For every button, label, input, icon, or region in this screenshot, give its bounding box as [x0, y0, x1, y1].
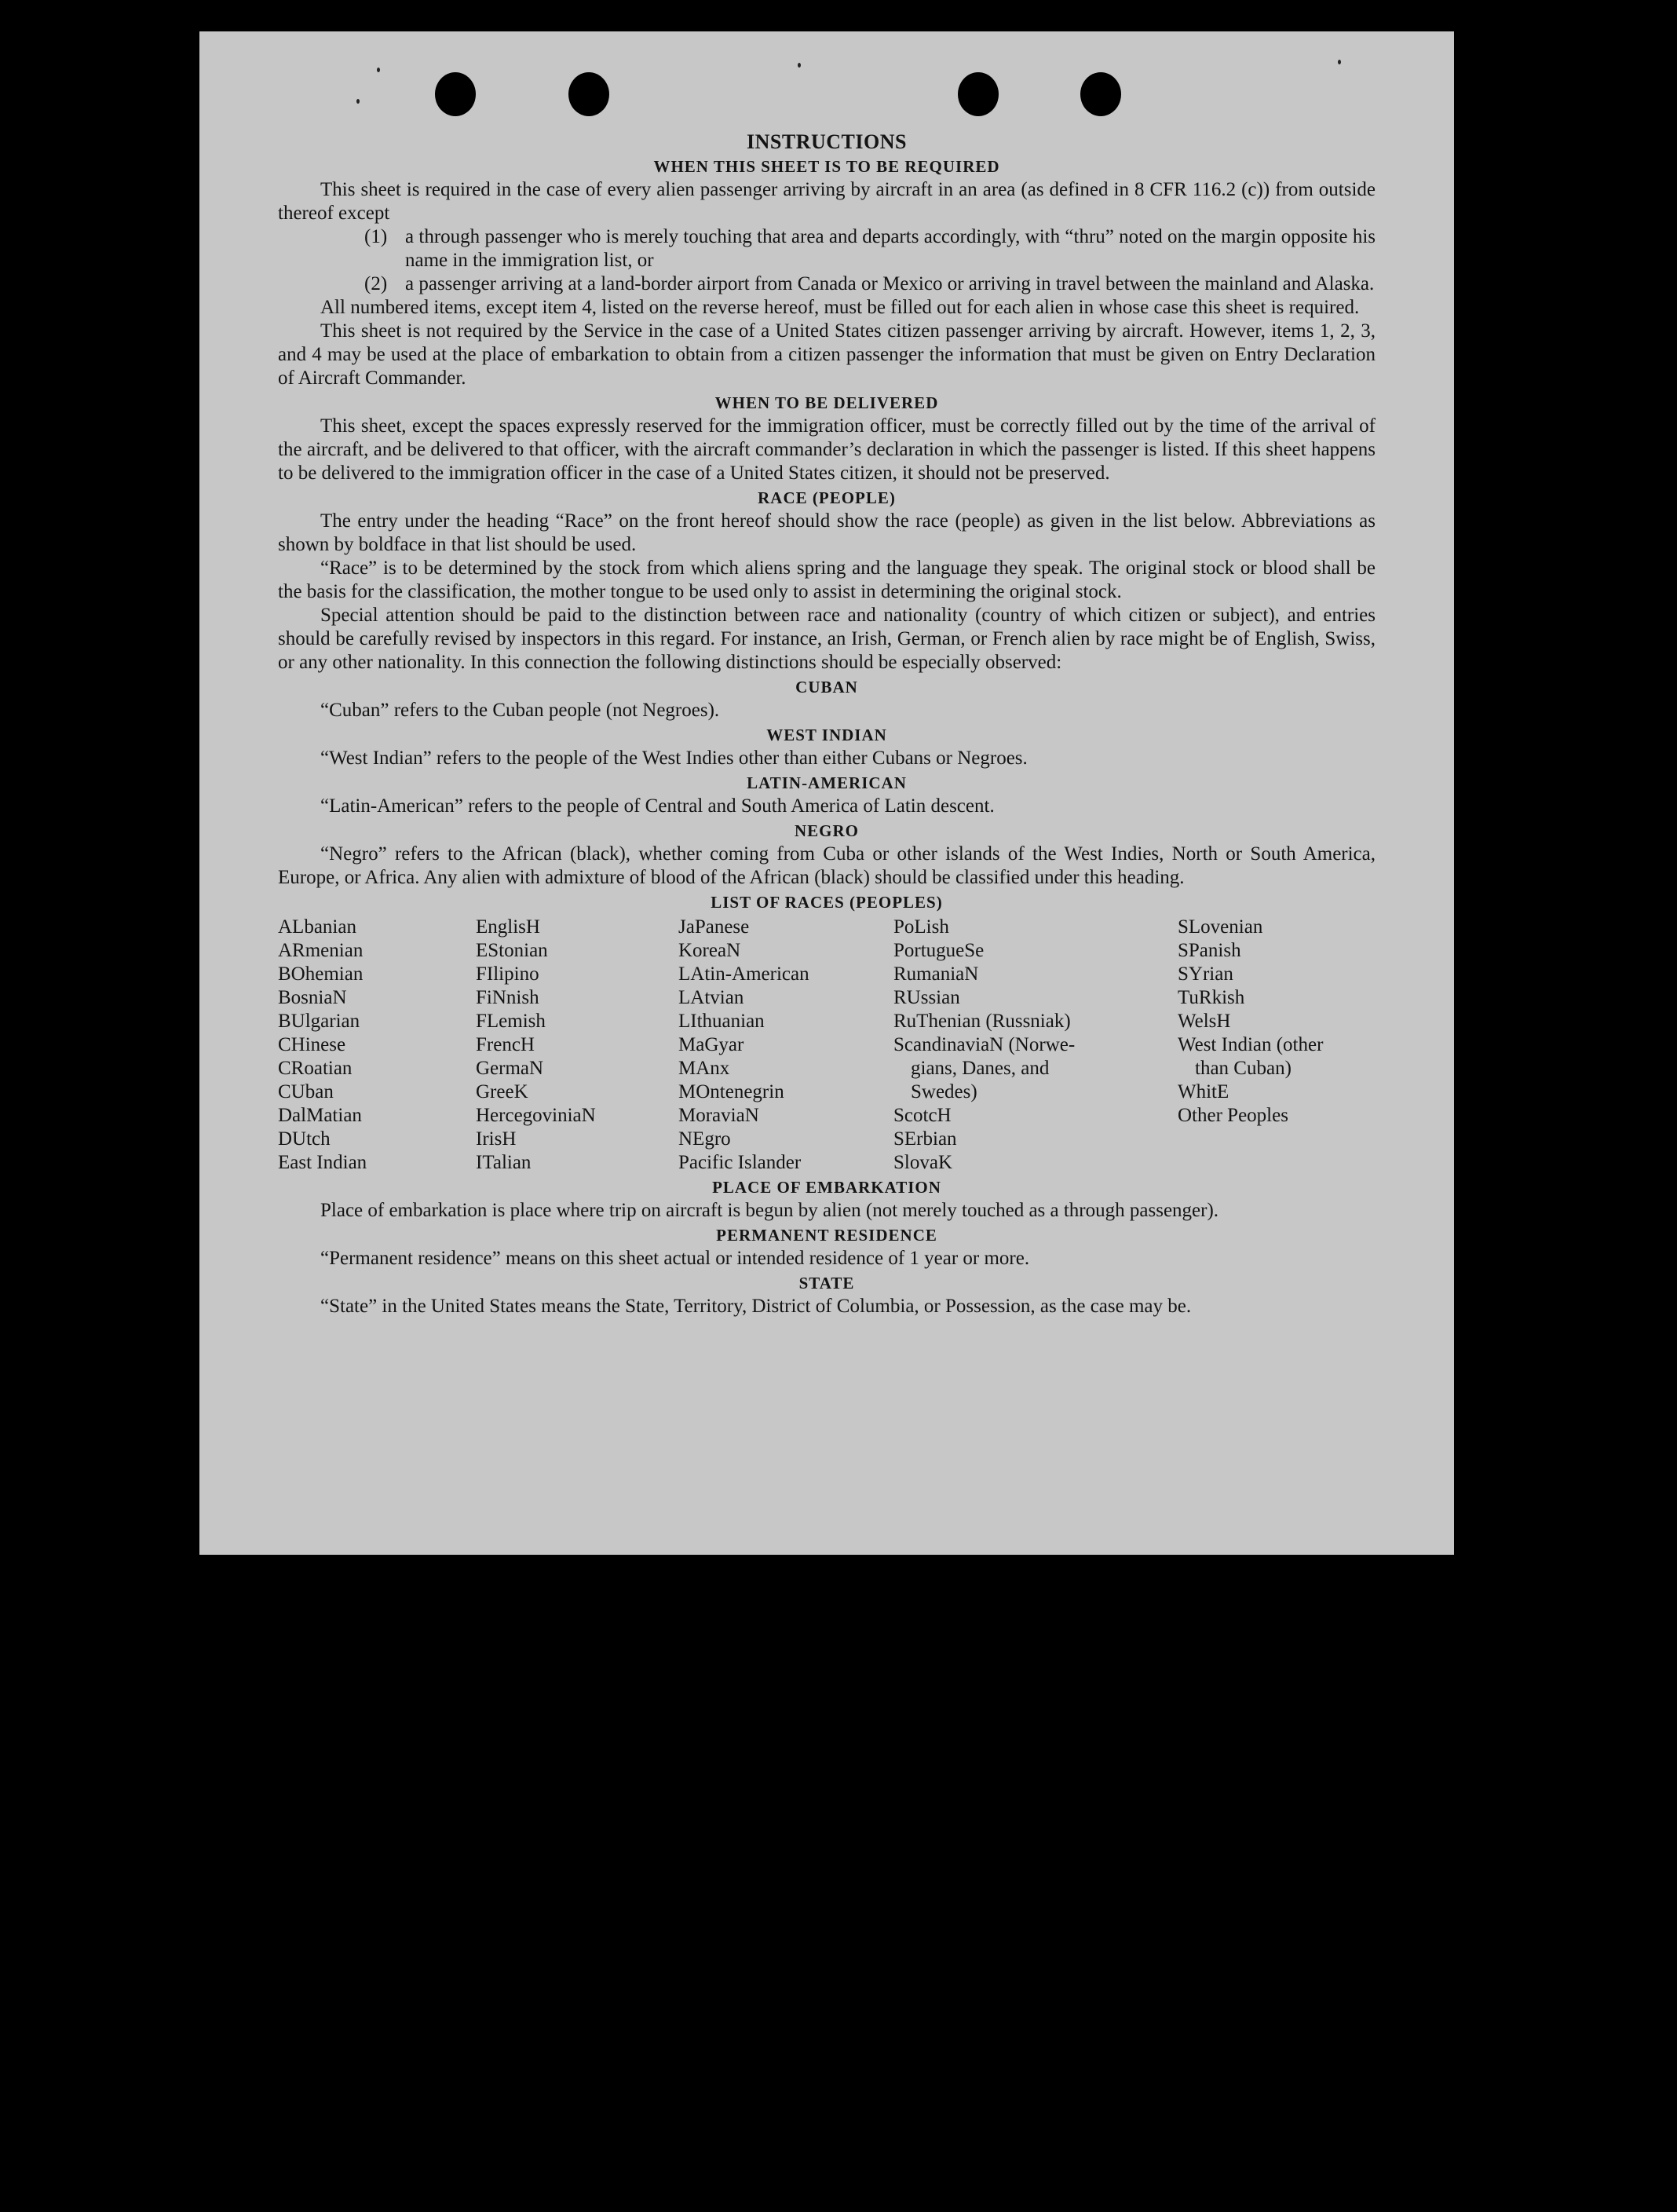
numbered-item	[278, 225, 1376, 272]
races-column	[893, 916, 1178, 1175]
heading-permanent-residence: PERMANENT RESIDENCE	[716, 1226, 937, 1245]
races-list	[278, 916, 1376, 1175]
race-item: BUlgarian	[278, 1011, 360, 1032]
punch-hole	[1080, 72, 1121, 116]
item-text: a passenger arriving at a land-border airport from Canada or Mexico or arriving in travel between the mainland and Alaska.	[405, 273, 1375, 294]
race-item: Pacific Islander	[678, 1152, 802, 1173]
race-item: LAtin-American	[678, 963, 809, 985]
punch-hole	[568, 72, 609, 116]
race-item: ScotcH	[893, 1105, 952, 1126]
race-item: PoLish	[893, 916, 949, 938]
document-title: INSTRUCTIONS	[747, 130, 907, 153]
heading-when-delivered: WHEN TO BE DELIVERED	[714, 393, 939, 412]
paragraph: “Latin-American” refers to the people of Central and South America of Latin descent.	[320, 795, 995, 817]
paragraph: “Race” is to be determined by the stock from which aliens spring and the language they speak. The original stock or blood shall be the basis for the classification, the mother tongue to be used only to assist in determining the original stock.	[278, 558, 1376, 602]
punch-hole	[958, 72, 999, 116]
race-item: PortugueSe	[893, 940, 985, 961]
race-item: SlovaK	[893, 1152, 952, 1173]
race-item: ScandinaviaN (Norwe-	[893, 1034, 1076, 1055]
race-item: RUssian	[893, 987, 960, 1008]
race-item: West Indian (other	[1178, 1034, 1324, 1055]
races-column	[1178, 916, 1376, 1175]
race-item: DalMatian	[278, 1105, 362, 1126]
scan-speck	[1338, 60, 1341, 64]
race-item: than Cuban)	[1195, 1058, 1292, 1079]
paragraph: “West Indian” refers to the people of the West Indies other than either Cubans or Negroes.	[320, 748, 1028, 769]
race-item: RumaniaN	[893, 963, 979, 985]
race-item: JaPanese	[678, 916, 750, 938]
race-item: FiNnish	[476, 987, 539, 1008]
race-item: GreeK	[476, 1081, 528, 1102]
paragraph: All numbered items, except item 4, listed on the reverse hereof, must be filled out for each alien in whose case this sheet is required.	[320, 297, 1360, 318]
paragraph: Special attention should be paid to the distinction between race and nationality (country of which citizen or subject), and entries should be carefully revised by inspectors in this regard. For instance, an Irish, German, or French alien by race might be of English, Swiss, or any other nationality. In this connection the following distinctions should be especially observed:	[278, 605, 1376, 673]
race-item: SErbian	[893, 1128, 957, 1150]
paragraph: “Permanent residence” means on this sheet actual or intended residence of 1 year or more.	[320, 1248, 1030, 1269]
race-item: HercegoviniaN	[476, 1105, 596, 1126]
race-item: CRoatian	[278, 1058, 353, 1079]
item-text: a through passenger who is merely touching that area and departs accordingly, with “thru” noted on the margin opposite his name in the immigration list, or	[405, 226, 1376, 271]
race-item: GermaN	[476, 1058, 544, 1079]
race-item: SPanish	[1178, 940, 1241, 961]
heading-latin-american: LATIN-AMERICAN	[747, 773, 907, 792]
heading-state: STATE	[798, 1274, 855, 1292]
heading-west-indian: WEST INDIAN	[766, 726, 887, 744]
race-item: EnglisH	[476, 916, 540, 938]
race-item: MAnx	[678, 1058, 730, 1079]
races-column	[476, 916, 678, 1175]
paragraph: This sheet is not required by the Service in the case of a United States citizen passenger arriving by aircraft. However, items 1, 2, 3, and 4 may be used at the place of embarkation to obtain from a citizen passenger the information that must be given on Entry Declaration of Aircraft Commander.	[278, 320, 1376, 389]
race-item: East Indian	[278, 1152, 367, 1173]
race-item: LIthuanian	[678, 1011, 765, 1032]
race-item: RuThenian (Russniak)	[893, 1011, 1071, 1032]
heading-when-required: WHEN THIS SHEET IS TO BE REQUIRED	[653, 157, 1000, 176]
heading-cuban: CUBAN	[795, 678, 858, 697]
paragraph: Place of embarkation is place where trip on aircraft is begun by alien (not merely touched as a through passenger).	[320, 1200, 1219, 1221]
race-item: ARmenian	[278, 940, 364, 961]
numbered-item	[278, 272, 1376, 296]
heading-negro: NEGRO	[794, 821, 859, 840]
heading-race: RACE (PEOPLE)	[758, 488, 896, 507]
paragraph: The entry under the heading “Race” on the front hereof should show the race (people) as given in the list below. Abbreviations as shown by boldface in that list should be used.	[278, 510, 1376, 555]
item-number: (1)	[364, 226, 388, 247]
heading-embarkation: PLACE OF EMBARKATION	[712, 1178, 941, 1197]
scan-speck	[798, 63, 801, 68]
race-item: FLemish	[476, 1011, 546, 1032]
race-item: MaGyar	[678, 1034, 744, 1055]
race-item: EStonian	[476, 940, 548, 961]
race-item: IrisH	[476, 1128, 517, 1150]
race-item: CHinese	[278, 1034, 346, 1055]
race-item: Other Peoples	[1178, 1105, 1288, 1126]
race-item: SLovenian	[1178, 916, 1263, 938]
race-item: LAtvian	[678, 987, 744, 1008]
races-column	[678, 916, 893, 1175]
race-item: WhitE	[1178, 1081, 1229, 1102]
race-item: BosniaN	[278, 987, 347, 1008]
race-item: FrencH	[476, 1034, 535, 1055]
race-item: TuRkish	[1178, 987, 1245, 1008]
race-item: WelsH	[1178, 1011, 1231, 1032]
heading-list-of-races: LIST OF RACES (PEOPLES)	[711, 893, 943, 912]
race-item: KoreaN	[678, 940, 741, 961]
item-number: (2)	[364, 273, 388, 294]
paragraph: “Cuban” refers to the Cuban people (not Negroes).	[320, 700, 720, 721]
race-item: CUban	[278, 1081, 334, 1102]
race-item: FIlipino	[476, 963, 539, 985]
paragraph: “State” in the United States means the State, Territory, District of Columbia, or Possession, as the case may be.	[320, 1296, 1192, 1317]
document-sheet	[199, 31, 1454, 1555]
race-item: gians, Danes, and	[911, 1058, 1050, 1079]
race-item: NEgro	[678, 1128, 731, 1150]
races-column	[278, 916, 476, 1175]
race-item: SYrian	[1178, 963, 1233, 985]
race-item: MoraviaN	[678, 1105, 759, 1126]
race-item: DUtch	[278, 1128, 331, 1150]
race-item: Swedes)	[911, 1081, 977, 1102]
paragraph: This sheet is required in the case of every alien passenger arriving by aircraft in an area (as defined in 8 CFR 116.2 (c)) from outside thereof except	[278, 179, 1376, 224]
race-item: MOntenegrin	[678, 1081, 784, 1102]
paragraph: “Negro” refers to the African (black), whether coming from Cuba or other islands of the West Indies, North or South America, Europe, or Africa. Any alien with admixture of blood of the African (black) should be classified under this heading.	[278, 843, 1376, 888]
scan-speck	[356, 99, 360, 104]
race-item: ITalian	[476, 1152, 532, 1173]
scan-speck	[377, 68, 380, 72]
paragraph: This sheet, except the spaces expressly reserved for the immigration officer, must be correctly filled out by the time of the arrival of the aircraft, and be delivered to that officer, with the aircraft commander’s declaration in which the passenger is listed. If this sheet happens to be delivered to the immigration officer in the case of a United States citizen, it should not be preserved.	[278, 415, 1376, 484]
race-item: ALbanian	[278, 916, 356, 938]
punch-hole	[435, 72, 476, 116]
race-item: BOhemian	[278, 963, 364, 985]
